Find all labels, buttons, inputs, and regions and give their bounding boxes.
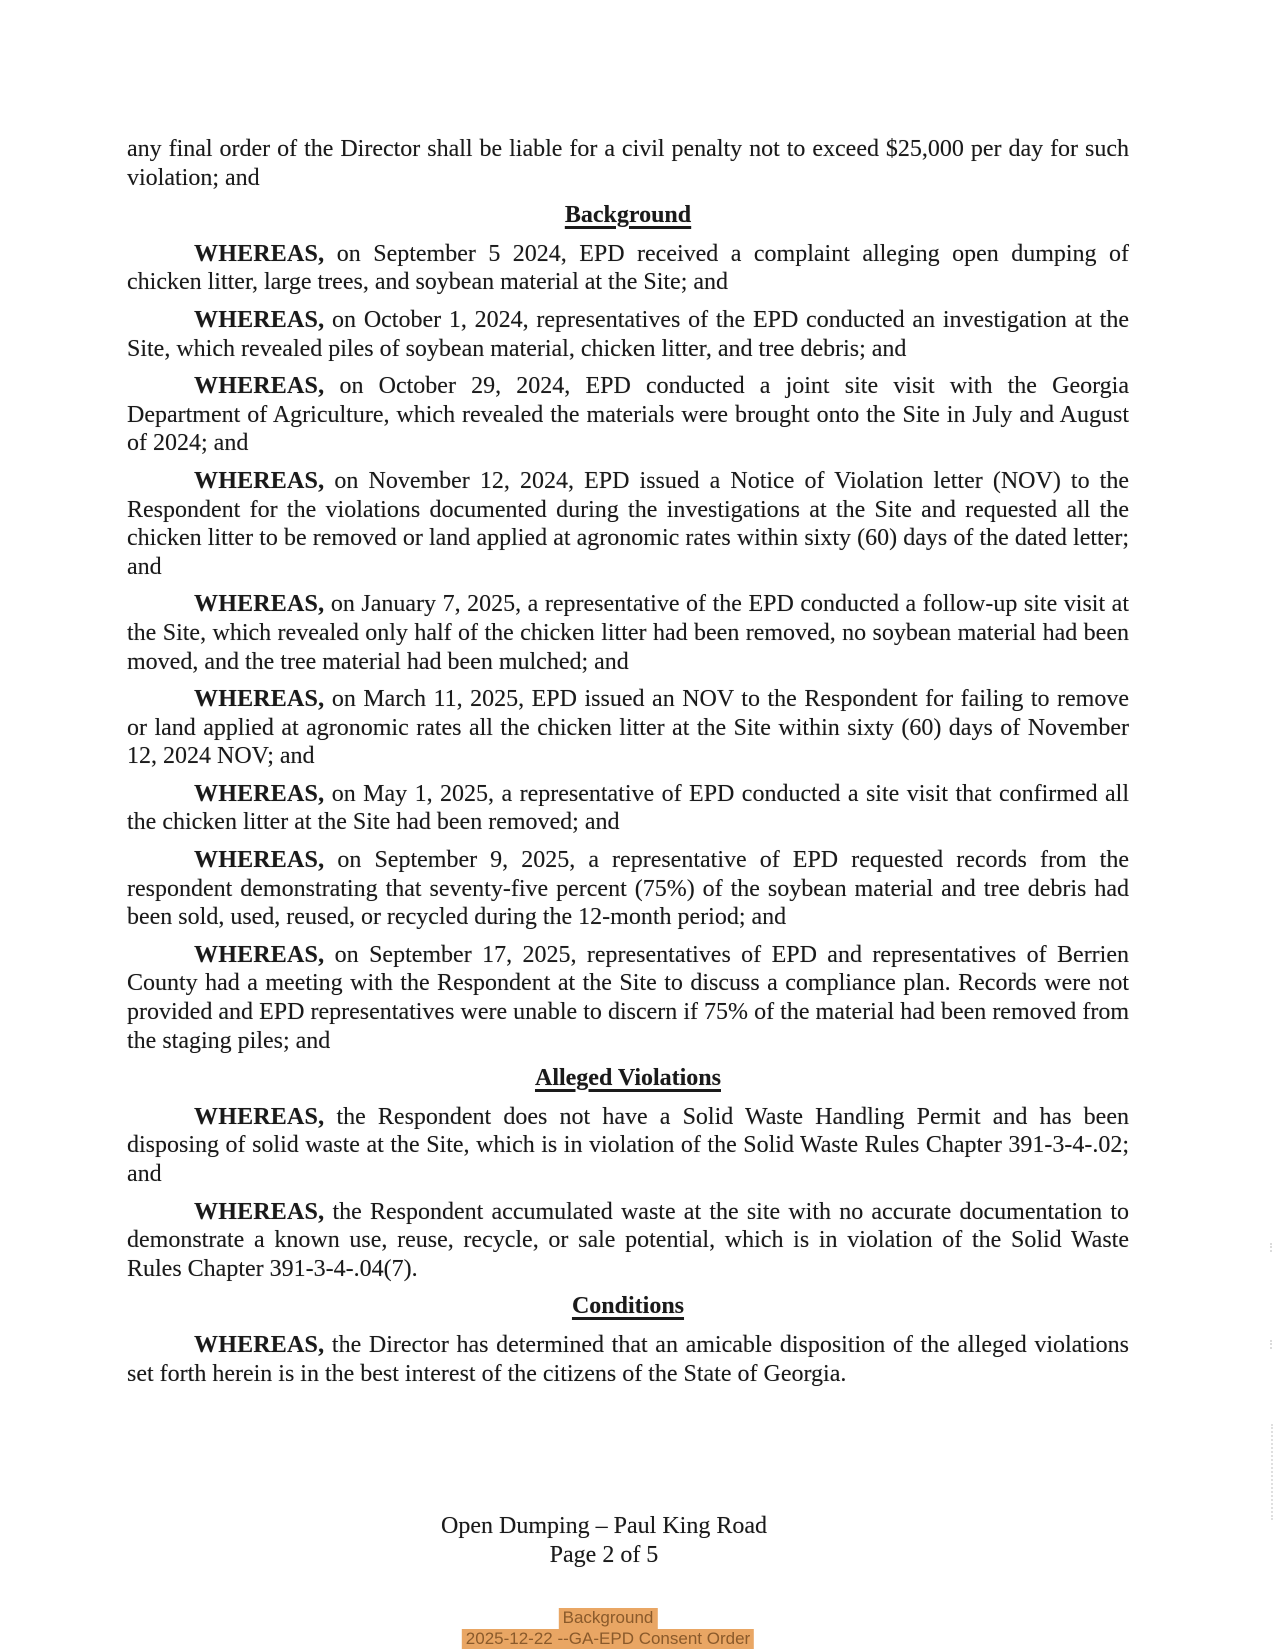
whereas-lead: WHEREAS, xyxy=(194,591,325,618)
paragraph-text: on May 1, 2025, a representative of EPD conducted a site visit that confirmed all the chicken litter at the Site had been removed; and xyxy=(127,780,1129,836)
paragraph-text: on September 9, 2025, a representative of EPD requested records from the respondent demonstrating that seventy-five percent (75%) of the soybean material and tree debris had been sold, used, reused, or recycled during the 12-month period; and xyxy=(127,847,1129,931)
annotation-highlight[interactable]: Background xyxy=(559,1608,658,1629)
paragraph-text: the Respondent accumulated waste at the site with no accurate documentation to demonstrate a known use, reuse, recycle, or sale potential, which is in violation of the Solid Waste Rules Chapter 391-3-4-.04(7). xyxy=(127,1198,1129,1282)
whereas-paragraph xyxy=(127,467,1129,581)
whereas-lead: WHEREAS, xyxy=(194,941,325,968)
intro-paragraph xyxy=(127,135,1129,192)
section-heading-conditions: Conditions xyxy=(571,1293,685,1320)
whereas-lead: WHEREAS, xyxy=(194,467,325,494)
whereas-lead: WHEREAS, xyxy=(194,847,325,874)
whereas-lead: WHEREAS, xyxy=(194,686,325,713)
footer-title: Open Dumping – Paul King Road xyxy=(441,1513,767,1539)
whereas-lead: WHEREAS, xyxy=(194,306,325,333)
whereas-paragraph xyxy=(127,941,1129,1055)
whereas-paragraph xyxy=(127,590,1129,676)
scan-artifact xyxy=(1270,1340,1275,1349)
annotation-stack xyxy=(462,1608,754,1649)
whereas-lead: WHEREAS, xyxy=(194,373,325,400)
whereas-paragraph xyxy=(127,780,1129,837)
whereas-paragraph xyxy=(127,372,1129,458)
paragraph-text: on September 17, 2025, representatives of EPD and representatives of Berrien County had a meeting with the Respondent at the Site to discuss a compliance plan. Records were not provided and EPD representatives were unable to discern if 75% of the material had been removed from the staging piles; and xyxy=(127,941,1129,1054)
whereas-lead: WHEREAS, xyxy=(194,240,325,267)
paragraph-text: on October 29, 2024, EPD conducted a joint site visit with the Georgia Department of Agriculture, which revealed the materials were brought onto the Site in July and August of 2024; and xyxy=(127,373,1129,457)
whereas-lead: WHEREAS, xyxy=(194,780,325,807)
section-heading-alleged-violations: Alleged Violations xyxy=(534,1065,721,1092)
paragraph-text: on October 1, 2024, representatives of the EPD conducted an investigation at the Site, which revealed piles of soybean material, chicken litter, and tree debris; and xyxy=(127,306,1129,362)
whereas-lead: WHEREAS, xyxy=(194,1103,325,1130)
whereas-lead: WHEREAS, xyxy=(194,1331,325,1358)
paragraph-text: on September 5 2024, EPD received a complaint alleging open dumping of chicken litter, large trees, and soybean material at the Site; and xyxy=(127,240,1129,296)
whereas-paragraph xyxy=(127,846,1129,932)
paragraph-text: the Respondent does not have a Solid Waste Handling Permit and has been disposing of solid waste at the Site, which is in violation of the Solid Waste Rules Chapter 391-3-4-.02; and xyxy=(127,1103,1129,1187)
document-page-body xyxy=(127,135,1129,1397)
paragraph-text: on November 12, 2024, EPD issued a Notice of Violation letter (NOV) to the Respondent for the violations documented during the investigations at the Site and requested all the chicken litter to be removed or land applied at agronomic rates within sixty (60) days of the dated letter; and xyxy=(127,467,1129,580)
whereas-paragraph xyxy=(127,1103,1129,1189)
scan-artifact xyxy=(1271,1424,1275,1520)
whereas-paragraph xyxy=(127,1198,1129,1284)
whereas-lead: WHEREAS, xyxy=(194,1198,325,1225)
scan-artifact xyxy=(1270,1243,1275,1252)
whereas-paragraph xyxy=(127,1331,1129,1388)
paragraph-text: on January 7, 2025, a representative of the EPD conducted a follow-up site visit at the Site, which revealed only half of the chicken litter had been removed, no soybean material had been moved, and the tree material had been mulched; and xyxy=(127,591,1129,675)
section-heading-background: Background xyxy=(564,202,692,229)
whereas-paragraph xyxy=(127,685,1129,771)
paragraph-text: any final order of the Director shall be liable for a civil penalty not to exceed $25,000 per day for such violation; and xyxy=(127,136,1129,191)
whereas-paragraph xyxy=(127,240,1129,297)
page-footer xyxy=(441,1512,767,1570)
paragraph-text: on March 11, 2025, EPD issued an NOV to the Respondent for failing to remove or land applied at agronomic rates all the chicken litter at the Site within sixty (60) days of November 12, 2024 NOV; and xyxy=(127,686,1129,770)
footer-page-number: Page 2 of 5 xyxy=(549,1542,659,1568)
whereas-paragraph xyxy=(127,306,1129,363)
annotation-highlight[interactable]: 2025-12-22 --GA-EPD Consent Order xyxy=(462,1629,754,1650)
paragraph-text: the Director has determined that an amicable disposition of the alleged violations set forth herein is in the best interest of the citizens of the State of Georgia. xyxy=(127,1331,1129,1387)
